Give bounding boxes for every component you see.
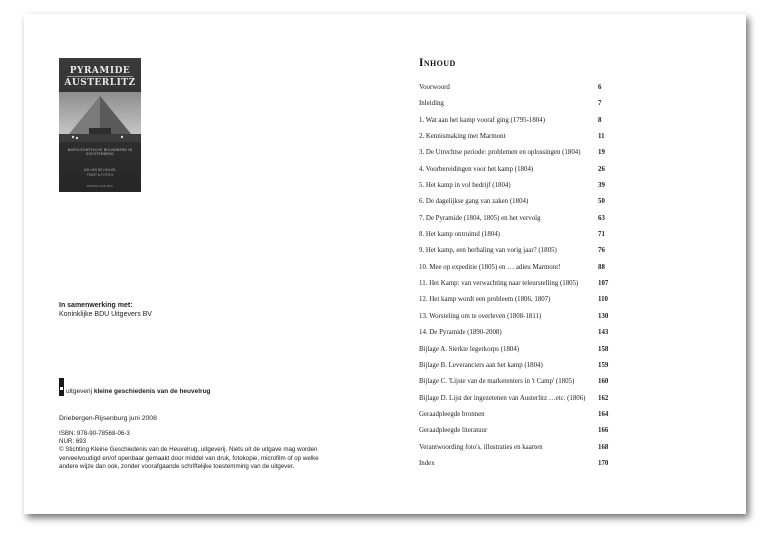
toc-entry-title: 12. Het kamp wordt een probleem (1806, 1807): [419, 296, 551, 304]
toc-entry: [419, 346, 611, 362]
toc-entry-title: Inleiding: [419, 100, 444, 108]
toc-entry-page: 63: [598, 214, 605, 222]
toc-entry: [419, 427, 611, 443]
cover-subtitle: NAPOLEONTISCHE BOUWWERK IN SOESTERBERG: [67, 148, 133, 156]
toc-entry-page: 110: [598, 296, 608, 304]
toc-entry-title: Geraadpleegde literatuur: [419, 427, 488, 435]
cover-rule: [67, 76, 133, 77]
toc-entry-title: 1. Wat aan het kamp vooraf ging (1795-1804): [419, 116, 545, 124]
toc-entry: [419, 198, 611, 214]
toc-entry: [419, 411, 611, 427]
toc-entry-title: 11. Het Kamp: van verwachting naar teleurstelling (1805): [419, 280, 579, 288]
toc-entry-title: Bijlage D. Lijst der ingezetenen van Austerlitz …etc. (1806): [419, 394, 586, 402]
toc-entry: [419, 362, 611, 378]
cover-title-line1: PYRAMIDE: [69, 66, 131, 76]
toc-entry-page: 168: [598, 443, 609, 451]
toc-entry: [419, 460, 611, 476]
toc-entry-page: 26: [598, 165, 605, 173]
toc-entry-title: 7. De Pyramide (1804, 1805) en het vervolg: [419, 214, 541, 222]
cooperation-block: [59, 301, 152, 319]
toc-entry-title: Bijlage B. Leveranciers aan het kamp (1804): [419, 361, 543, 369]
toc-entry-title: Bijlage C. 'Lijste van de marketenters in 't Camp' (1805): [419, 378, 575, 386]
toc-entry-title: Voorwoord: [419, 84, 450, 91]
toc-entry-title: 3. De Utrechtse periode: problemen en oplossingen (1804): [419, 149, 581, 157]
cover-title-line2: AUSTERLITZ: [64, 78, 136, 88]
toc-entry-title: 10. Mee op expeditie (1805) en … adieu Marmont!: [419, 263, 561, 271]
book-spread: [24, 14, 746, 514]
toc-entry-title: 4. Voorbereidingen voor het kamp (1804): [419, 165, 534, 173]
copyright-notice: © Stichting Kleine Geschiedenis van de Heuvelrug, uitgeverij. Niets uit de uitgave mag worden verveelvoudigd en/of openbaar gemaakt door middel van druk, fotokopie, microfilm of op welke andere wijze dan ook, zonder voorafgaande schriftelijke toestemming van de uitgever.: [59, 446, 319, 470]
toc-entry-page: 107: [598, 280, 609, 288]
toc-entry-page: 170: [598, 459, 609, 467]
toc-entry: [419, 166, 611, 182]
colophon-page: [24, 14, 384, 514]
toc-entry: [419, 231, 611, 247]
toc-entry-page: 6: [598, 84, 602, 91]
contents-title: Inhoud: [419, 57, 456, 69]
toc-entry-page: 8: [598, 116, 602, 124]
toc-entry-title: 6. De dagelijkse gang van zaken (1804): [419, 198, 529, 206]
publisher-mark-icon: [59, 378, 64, 396]
toc-entry-title: 2. Kennismaking met Marmont: [419, 133, 506, 141]
toc-entry: [419, 247, 611, 263]
toc-entry-page: 130: [598, 312, 609, 320]
toc-entry: [419, 395, 611, 411]
toc-entry-title: 14. De Pyramide (1890-2008): [419, 329, 502, 337]
toc-entry: [419, 264, 611, 280]
toc-entry: [419, 149, 611, 165]
toc-entry: [419, 215, 611, 231]
publisher-logo: [59, 378, 279, 396]
pyramid-illustration: [59, 92, 141, 142]
toc-entry: [419, 313, 611, 329]
toc-entry-title: 5. Het kamp in vol bedrijf (1804): [419, 182, 511, 190]
toc-entry-page: 162: [598, 394, 609, 402]
toc-entry-page: 143: [598, 329, 609, 337]
toc-entry-title: 9. Het kamp, een herhaling van vorig jaar? (1805): [419, 247, 557, 255]
toc-entry-title: Bijlage A. Sterkte legerkorps (1804): [419, 345, 520, 353]
toc-entry: [419, 100, 611, 116]
cover-author: JAN VAN DE HEUVEL TEKST & FOTO'S: [83, 168, 117, 177]
table-of-contents: [419, 84, 611, 476]
toc-entry: [419, 329, 611, 345]
toc-entry-page: 19: [598, 149, 605, 157]
toc-entry-page: 39: [598, 182, 605, 190]
toc-entry: [419, 84, 611, 100]
toc-entry-page: 159: [598, 361, 609, 369]
publisher-name: [66, 388, 211, 395]
toc-entry: [419, 444, 611, 460]
toc-entry-page: 76: [598, 247, 605, 255]
toc-entry-page: 160: [598, 378, 609, 386]
toc-entry-title: 13. Worsteling om te overleven (1808-1811): [419, 312, 542, 320]
toc-entry-page: 166: [598, 427, 609, 435]
toc-entry-page: 11: [598, 133, 605, 141]
cooperation-partner: Koninklijke BDU Uitgevers BV: [59, 311, 152, 318]
toc-entry-page: 7: [598, 100, 602, 108]
toc-entry-page: 158: [598, 345, 609, 353]
book-cover-image: [59, 58, 141, 192]
toc-entry-page: 71: [598, 231, 605, 239]
toc-entry-page: 50: [598, 198, 605, 206]
toc-entry: [419, 296, 611, 312]
toc-entry: [419, 117, 611, 133]
toc-entry: [419, 378, 611, 394]
toc-entry-title: 8. Het kamp ontruimd (1804): [419, 231, 500, 239]
toc-entry-title: Index: [419, 459, 435, 467]
toc-entry: [419, 133, 611, 149]
toc-entry-page: 88: [598, 263, 605, 271]
publisher-prefix: uitgeverij: [66, 388, 93, 395]
nur: NUR: 693: [59, 438, 87, 446]
colophon-text: [59, 430, 329, 471]
toc-entry: [419, 280, 611, 296]
toc-entry-title: Verantwoording foto's, illustraties en kaarten: [419, 443, 543, 451]
contents-page: [384, 14, 746, 514]
toc-entry: [419, 182, 611, 198]
toc-entry-page: 164: [598, 410, 609, 418]
cooperation-label: In samenwerking met:: [59, 302, 133, 309]
toc-entry-title: Geraadpleegde bronnen: [419, 410, 485, 418]
place-date: Driebergen-Rijsenburg juni 2008: [59, 415, 157, 422]
isbn: ISBN: 978-90-78568-06-3: [59, 430, 130, 437]
cover-publisher: KONINKLIJKE BDU: [86, 184, 114, 188]
publisher-name-bold: kleine geschiedenis van de heuvelrug: [93, 388, 211, 395]
